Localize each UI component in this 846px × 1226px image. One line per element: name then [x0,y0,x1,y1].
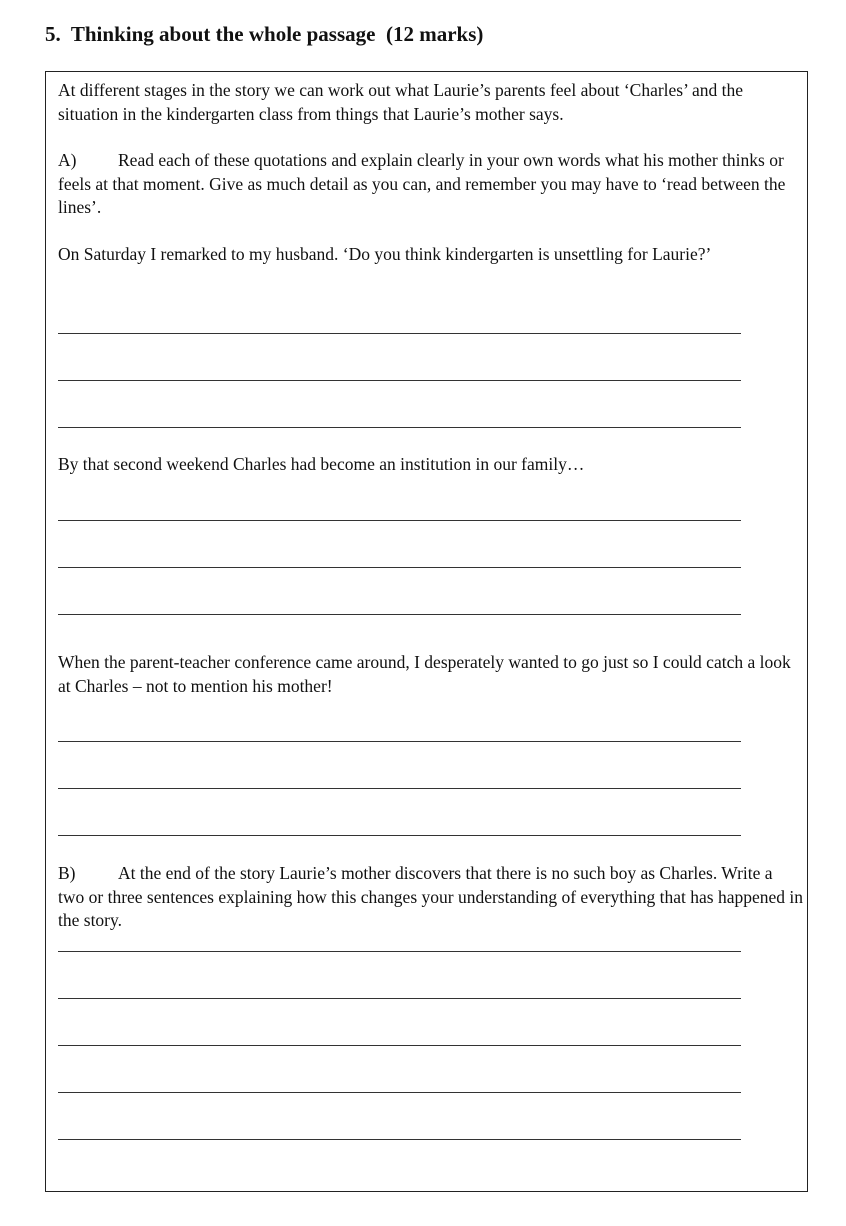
part-a-text: Read each of these quotations and explain clearly in your own words what his mother thinks or feels at that moment. Give as much detail as you can, and remember you may have to ‘read between the lines’. [58,150,786,217]
intro-text: At different stages in the story we can work out what Laurie’s parents feel about ‘Charles’ and the situation in the kindergarten class from things that Laurie’s mother says. [58,80,744,124]
answer-line[interactable] [58,835,741,836]
question-box [45,71,808,1192]
answer-line[interactable] [58,788,741,789]
part-b-text: At the end of the story Laurie’s mother discovers that there is no such boy as Charles. Write a two or three sentences explaining how this changes your understanding of everything that has happened in the story. [58,863,804,930]
part-a-label: A) [58,150,77,170]
answer-line[interactable] [58,427,741,428]
answer-line[interactable] [58,614,741,615]
part-b-label: B) [58,863,76,883]
part-a-instructions [58,149,803,220]
answer-line[interactable] [58,1092,741,1093]
quote-2: By that second weekend Charles had become an institution in our family… [58,454,585,474]
section-heading: 5. Thinking about the whole passage (12 marks) [45,22,484,46]
answer-line[interactable] [58,520,741,521]
answer-line[interactable] [58,380,741,381]
answer-line[interactable] [58,1045,741,1046]
quote-1: On Saturday I remarked to my husband. ‘Do you think kindergarten is unsettling for Laurie?’ [58,244,712,264]
answer-line[interactable] [58,741,741,742]
answer-line[interactable] [58,998,741,999]
answer-line[interactable] [58,1139,741,1140]
part-b-instructions [58,862,803,933]
answer-line[interactable] [58,333,741,334]
answer-line[interactable] [58,567,741,568]
answer-line[interactable] [58,951,741,952]
quote-3: When the parent-teacher conference came around, I desperately wanted to go just so I could catch a look at Charles – not to mention his mother! [58,652,791,696]
